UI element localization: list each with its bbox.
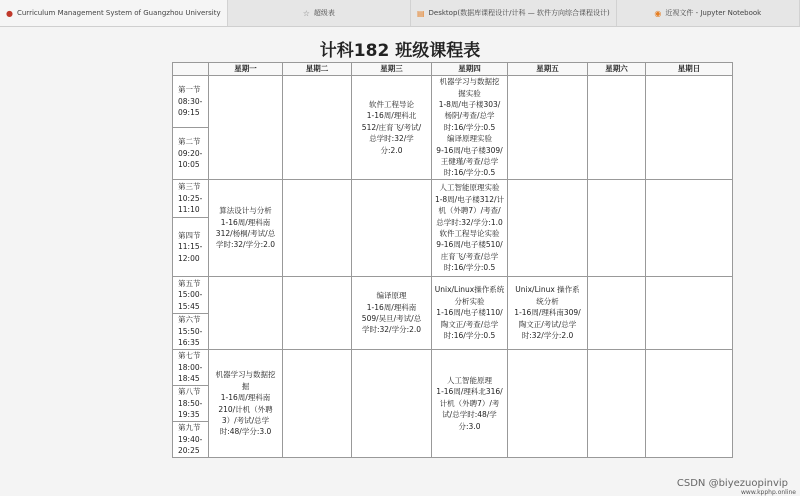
header-wednesday: 星期三 [352,63,432,76]
course-cell[interactable]: 软件工程导论 1-16周/理科北 512/庄育飞/考试/ 总学时:32/学 分:2.0 [352,76,432,180]
period-cell: 第三节 10:25- 11:10 [173,180,209,218]
course-cell [588,277,646,350]
period-cell: 第六节 15:50- 16:35 [173,314,209,350]
header-thursday: 星期四 [432,63,508,76]
period-cell: 第八节 18:50- 19:35 [173,386,209,422]
period-cell: 第五节 15:00- 15:45 [173,277,209,314]
course-cell[interactable]: 算法设计与分析 1-16周/理科南 312/杨桐/考试/总 学时:32/学分:2.0 [209,180,283,277]
header-tuesday: 星期二 [283,63,352,76]
header-row [173,63,733,76]
header-friday: 星期五 [508,63,588,76]
jupyter-icon: ◉ [654,8,662,18]
course-cell [283,76,352,180]
document-icon: ▤ [416,8,425,18]
period-cell: 第一节 08:30- 09:15 [173,76,209,128]
course-cell[interactable]: 人工智能原理实验 1-8周/电子楼312/计 机（外聘7）/考查/ 总学时:32/学分:1.0 软件工程导论实验 9-16周/电子楼510/ 庄育飞/考查/总学 时:16/学分:0.5 [432,180,508,277]
course-cell [283,350,352,458]
course-cell[interactable]: 人工智能原理 1-16周/理科北316/ 计机（外聘7）/考 试/总学时:48/学 分:3.0 [432,350,508,458]
browser-tab-bar [0,0,800,27]
header-sunday: 星期日 [646,63,733,76]
page-content [0,27,800,496]
course-cell [646,76,733,180]
course-cell[interactable]: Unix/Linux 操作系 统分析 1-16周/理科南309/ 陶文正/考试/总学 时:32/学分:2.0 [508,277,588,350]
period-cell: 第七节 18:00- 18:45 [173,350,209,386]
tab-label: 超级表 [313,9,335,17]
tab-jupyter[interactable] [617,0,800,26]
course-cell [646,180,733,277]
course-cell [588,180,646,277]
course-cell [646,277,733,350]
course-cell [352,180,432,277]
table-row [173,180,733,218]
course-cell [209,76,283,180]
course-cell[interactable]: 机器学习与数据挖 掘 1-16周/理科南 210/计机（外聘 3）/考试/总学 时:48/学分:3.0 [209,350,283,458]
page-title: 计科182 班级课程表 [319,41,481,61]
tab-label: Curriculum Management System of Guangzhou University [16,9,221,17]
course-cell[interactable]: 编译原理 1-16周/理科南 509/吴旦/考试/总 学时:32/学分:2.0 [352,277,432,350]
period-cell: 第四节 11:15- 12:00 [173,218,209,277]
header-monday: 星期一 [209,63,283,76]
header-saturday: 星期六 [588,63,646,76]
course-cell [508,76,588,180]
csdn-watermark: CSDN @biyezuopinvip [676,478,788,489]
course-cell [352,350,432,458]
tab-label: Desktop(数据库课程设计/计科 — 软件方向综合课程设计) [428,9,610,17]
course-cell [508,180,588,277]
course-cell [588,76,646,180]
tab-timetable[interactable] [228,0,411,26]
university-icon: ● [6,8,13,18]
course-cell [283,180,352,277]
course-cell [209,277,283,350]
timetable [172,62,733,458]
period-cell: 第九节 19:40- 20:25 [173,422,209,458]
period-cell: 第二节 09:20- 10:05 [173,128,209,180]
tab-desktop-document[interactable] [411,0,617,26]
table-row [173,350,733,386]
course-cell [588,350,646,458]
tab-curriculum-system[interactable] [0,0,228,26]
course-cell[interactable]: 机器学习与数据挖 掘实验 1-8周/电子楼303/ 杨阴/考查/总学 时:16/学分:0.5 编译原理实验 9-16周/电子楼309/ 王健瑾/考查/总学 时:16/学分:0.5 [432,76,508,180]
table-row [173,76,733,128]
tab-label: 近视文件 - Jupyter Notebook [665,9,762,17]
course-cell[interactable]: Unix/Linux操作系统 分析实验 1-16周/电子楼110/ 陶文正/考查/总学 时:16/学分:0.5 [432,277,508,350]
star-icon: ☆ [302,8,310,18]
header-corner [173,63,209,76]
course-cell [283,277,352,350]
course-cell [508,350,588,458]
site-watermark: www.kpphp.online [741,489,796,496]
course-cell [646,350,733,458]
table-row [173,277,733,314]
